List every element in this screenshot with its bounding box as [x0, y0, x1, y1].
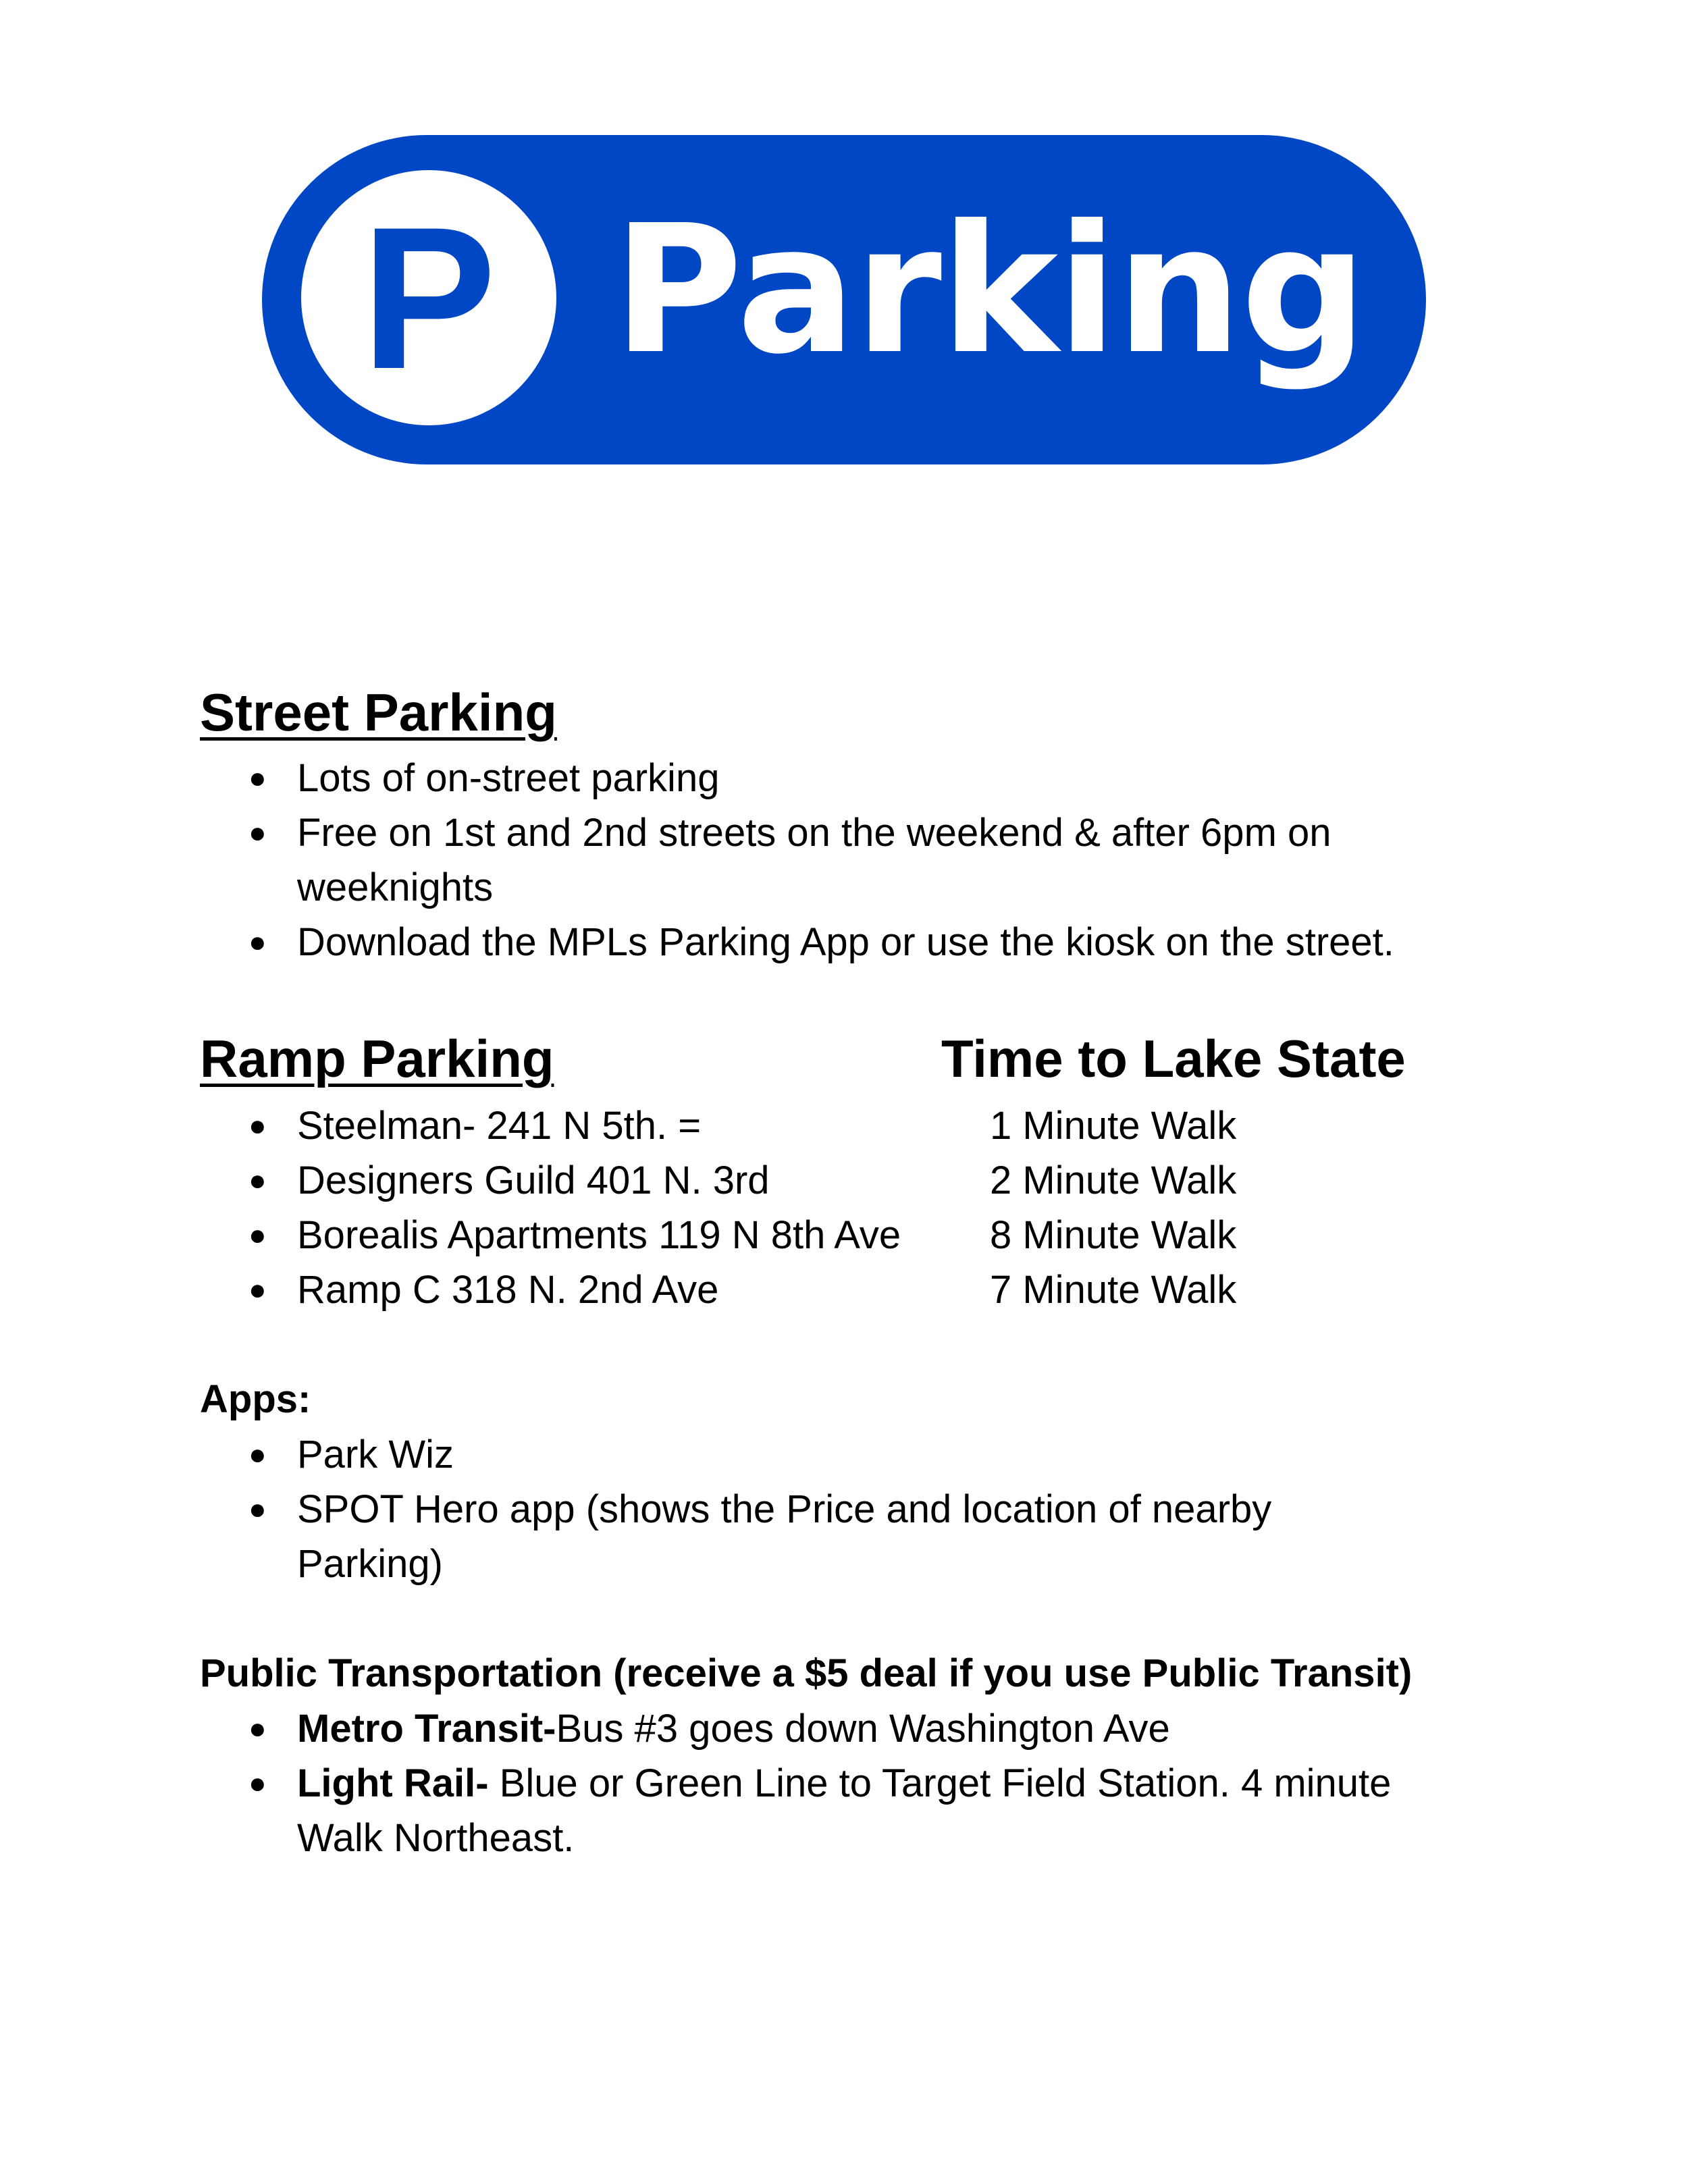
light-rail-text-continued: Walk Northeast. — [297, 1816, 575, 1860]
street-item-text-continued: weeknights — [297, 865, 494, 909]
ramp-parking-heading: Ramp Parking — [200, 1029, 554, 1088]
transit-item-text — [297, 1705, 1170, 1753]
light-rail-text: Blue or Green Line to Target Field Station. 4 minute — [488, 1761, 1392, 1805]
ramp-location: Steelman- 241 N 5th. = — [297, 1104, 702, 1148]
ramp-location: Ramp C 318 N. 2nd Ave — [297, 1268, 719, 1312]
bullet-icon: ● — [248, 1164, 267, 1197]
bullet-icon: ● — [248, 1438, 267, 1471]
app-item-text: Park Wiz — [297, 1433, 454, 1476]
metro-transit-text: Bus #3 goes down Washington Ave — [556, 1707, 1170, 1751]
ramp-location: Designers Guild 401 N. 3rd — [297, 1158, 770, 1202]
parking-p-circle-icon — [301, 170, 556, 425]
bullet-icon: ● — [248, 1493, 267, 1526]
app-item-text-continued: Parking) — [297, 1542, 443, 1586]
bullet-icon: ● — [248, 1273, 267, 1306]
apps-heading: Apps: — [200, 1377, 311, 1421]
ramp-location: Borealis Apartments 119 N 8th Ave — [297, 1213, 901, 1257]
metro-transit-label: Metro Transit- — [297, 1707, 556, 1751]
street-item-text: Free on 1st and 2nd streets on the weekend & after 6pm on — [297, 811, 1331, 855]
bullet-icon: ● — [248, 762, 267, 795]
time-to-lake-state-heading: Time to Lake State — [941, 1029, 1406, 1088]
walk-time: 1 Minute Walk — [990, 1104, 1237, 1148]
app-item-text: SPOT Hero app (shows the Price and location of nearby — [297, 1487, 1272, 1531]
bullet-icon: ● — [248, 816, 267, 849]
transit-item-text — [297, 1760, 1391, 1807]
bullet-icon: ● — [248, 1219, 267, 1252]
bullet-icon: ● — [248, 1109, 267, 1142]
street-item-text: Lots of on-street parking — [297, 756, 720, 800]
walk-time: 7 Minute Walk — [990, 1268, 1237, 1312]
street-parking-heading: Street Parking — [200, 683, 557, 742]
bullet-icon: ● — [248, 1767, 267, 1800]
walk-time: 2 Minute Walk — [990, 1158, 1237, 1202]
parking-p-letter: P — [361, 184, 497, 411]
public-transportation-heading: Public Transportation (receive a $5 deal if you use Public Transit) — [200, 1651, 1413, 1695]
parking-sign-logo — [262, 135, 1426, 464]
walk-time: 8 Minute Walk — [990, 1213, 1237, 1257]
parking-sign-word: Parking — [613, 187, 1367, 393]
bullet-icon: ● — [248, 1712, 267, 1745]
street-item-text: Download the MPLs Parking App or use the kiosk on the street. — [297, 920, 1394, 964]
light-rail-label: Light Rail- — [297, 1761, 489, 1805]
bullet-icon: ● — [248, 926, 267, 959]
